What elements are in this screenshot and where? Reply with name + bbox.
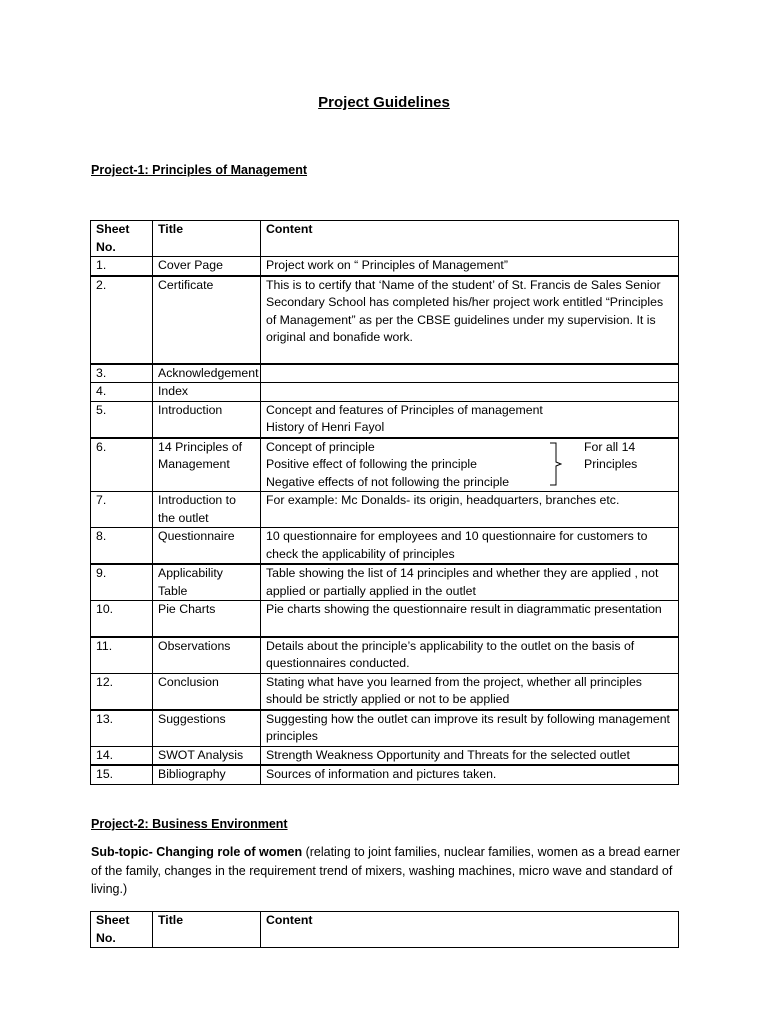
content-cell: Strength Weakness Opportunity and Threats for the selected outlet <box>261 746 679 765</box>
title-cell: Applicability Table <box>153 564 261 601</box>
sheet-no-cell: 7. <box>91 492 153 528</box>
subtopic-label: Sub-topic- Changing role of women <box>91 845 303 859</box>
content-cell: Stating what have you learned from the project, whether all principles should be strictly applied or not to be applied <box>261 673 679 710</box>
sheet-no-cell: 11. <box>91 637 153 674</box>
title-cell: Index <box>153 383 261 402</box>
table-header-row <box>91 912 679 948</box>
table-row <box>91 383 679 402</box>
header-title: Title <box>153 912 261 948</box>
table-row <box>91 364 679 383</box>
header-content: Content <box>261 221 679 257</box>
right-brace-icon <box>550 442 562 486</box>
content-cell: This is to certify that ‘Name of the student’ of St. Francis de Sales Senior Secondary School has completed his/her project work entitled “Principles of Management” as per the CBSE guidelines under my supervision. It is original and bonafide work. <box>261 276 679 364</box>
title-cell: Conclusion <box>153 673 261 710</box>
header-title: Title <box>153 221 261 257</box>
sheet-no-cell: 12. <box>91 673 153 710</box>
content-cell <box>261 438 679 492</box>
sheet-no-cell: 2. <box>91 276 153 364</box>
sheet-no-cell: 9. <box>91 564 153 601</box>
content-cell: Concept and features of Principles of management History of Henri Fayol <box>261 401 679 438</box>
title-cell: Pie Charts <box>153 601 261 637</box>
for-all-principles-note: For all 14 Principles <box>584 439 638 471</box>
content-cell: Suggesting how the outlet can improve its result by following management principles <box>261 710 679 747</box>
sheet-no-cell: 1. <box>91 257 153 276</box>
content-cell: For example: Mc Donalds- its origin, headquarters, branches etc. <box>261 492 679 528</box>
subtopic-text: (relating to joint families, nuclear families, women as a bread earner of the family, changes in the requirement trend of mixers, washing machines, micro wave and standard of living.) <box>91 845 681 896</box>
sheet-no-cell: 15. <box>91 765 153 784</box>
table-row <box>91 276 679 364</box>
content-cell: Details about the principle’s applicability to the outlet on the basis of questionnaires conducted. <box>261 637 679 674</box>
header-content: Content <box>261 912 679 948</box>
sheet-no-cell: 4. <box>91 383 153 402</box>
project1-table <box>90 220 679 785</box>
title-cell: Introduction <box>153 401 261 438</box>
table-row <box>91 746 679 765</box>
title-cell: Acknowledgement <box>153 364 261 383</box>
sheet-no-cell: 3. <box>91 364 153 383</box>
title-cell: Cover Page <box>153 257 261 276</box>
page-title: Project Guidelines <box>318 94 450 111</box>
content-cell: Project work on “ Principles of Management” <box>261 257 679 276</box>
title-cell: SWOT Analysis <box>153 746 261 765</box>
sheet-no-cell: 6. <box>91 438 153 492</box>
table-row <box>91 710 679 747</box>
title-cell: Introduction to the outlet <box>153 492 261 528</box>
content-cell: Table showing the list of 14 principles and whether they are applied , not applied or partially applied in the outlet <box>261 564 679 601</box>
title-cell: Certificate <box>153 276 261 364</box>
table-row <box>91 492 679 528</box>
table-row <box>91 438 679 492</box>
title-cell: 14 Principles of Management <box>153 438 261 492</box>
table-row <box>91 564 679 601</box>
title-cell: Observations <box>153 637 261 674</box>
header-sheet-no: Sheet No. <box>91 221 153 257</box>
subtopic-paragraph <box>91 843 691 899</box>
table-row <box>91 257 679 276</box>
header-sheet-no: Sheet No. <box>91 912 153 948</box>
content-cell: 10 questionnaire for employees and 10 questionnaire for customers to check the applicability of principles <box>261 528 679 565</box>
project1-heading: Project-1: Principles of Management <box>91 163 308 177</box>
title-cell: Bibliography <box>153 765 261 784</box>
project2-heading: Project-2: Business Environment <box>91 817 288 831</box>
table-row <box>91 528 679 565</box>
sheet-no-cell: 10. <box>91 601 153 637</box>
sheet-no-cell: 13. <box>91 710 153 747</box>
table-row <box>91 765 679 784</box>
content-cell <box>261 383 679 402</box>
content-cell: Sources of information and pictures taken. <box>261 765 679 784</box>
table-row <box>91 601 679 637</box>
project2-table <box>90 911 679 948</box>
title-cell: Suggestions <box>153 710 261 747</box>
content-cell <box>261 364 679 383</box>
title-cell: Questionnaire <box>153 528 261 565</box>
content-cell: Pie charts showing the questionnaire result in diagrammatic presentation <box>261 601 679 637</box>
table-row <box>91 637 679 674</box>
sheet-no-cell: 8. <box>91 528 153 565</box>
table-header-row <box>91 221 679 257</box>
sheet-no-cell: 14. <box>91 746 153 765</box>
content-text: Concept of principle Positive effect of following the principle Negative effects of not following the principle <box>266 439 510 489</box>
sheet-no-cell: 5. <box>91 401 153 438</box>
table-row <box>91 401 679 438</box>
table-row <box>91 673 679 710</box>
